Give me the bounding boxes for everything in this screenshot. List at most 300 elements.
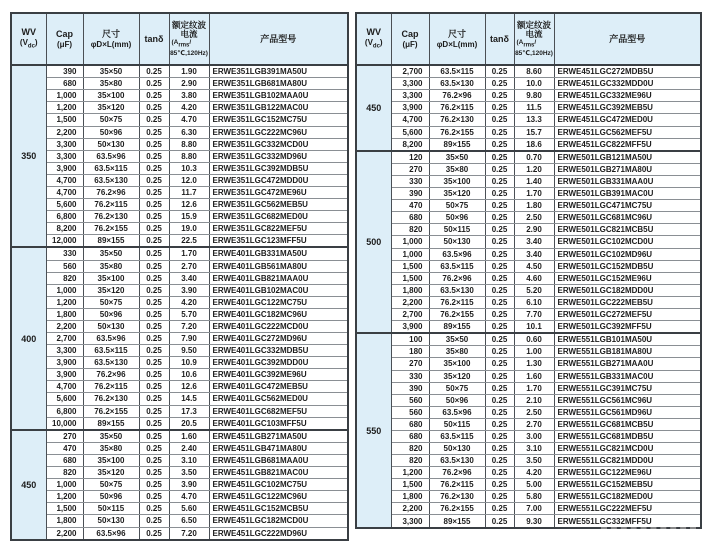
tan-cell: 0.25	[485, 418, 514, 430]
cap-cell: 3,300	[46, 345, 83, 357]
ripple-cell: 4.70	[169, 114, 209, 126]
ripple-cell: 3.50	[514, 455, 554, 467]
cap-cell: 1,500	[46, 114, 83, 126]
cap-cell: 1,000	[391, 236, 429, 248]
tan-cell: 0.25	[485, 188, 514, 200]
size-cell: 76.2×96	[429, 90, 485, 102]
ripple-cell: 10.6	[169, 369, 209, 381]
model-cell: ERWE401LGC562MED0U	[209, 393, 348, 405]
cap-cell: 470	[46, 442, 83, 454]
table-row	[356, 212, 701, 224]
table-row	[11, 308, 348, 320]
model-cell: ERWE451LGC332MDD0U	[554, 78, 701, 90]
model-cell: ERWE551LGC561MC96U	[554, 394, 701, 406]
table-row	[11, 138, 348, 150]
cap-cell: 2,700	[391, 308, 429, 320]
cap-cell: 2,200	[391, 296, 429, 308]
table-row	[11, 393, 348, 405]
table-row	[11, 467, 348, 479]
model-cell: ERWE401LGC182MC96U	[209, 308, 348, 320]
size-cell: 50×130	[83, 138, 139, 150]
size-cell: 35×80	[429, 163, 485, 175]
tan-cell: 0.25	[139, 150, 169, 162]
model-cell: ERWE501LGC102MD96U	[554, 248, 701, 260]
ripple-cell: 6.10	[514, 296, 554, 308]
ripple-cell: 3.10	[514, 442, 554, 454]
model-cell: ERWE351LGB681MA80U	[209, 78, 348, 90]
tan-cell: 0.25	[485, 358, 514, 370]
size-cell: 76.2×115	[429, 296, 485, 308]
cap-cell: 1,200	[391, 467, 429, 479]
size-cell: 63.5×96	[83, 527, 139, 540]
size-cell: 50×115	[429, 224, 485, 236]
cap-cell: 680	[391, 430, 429, 442]
tan-cell: 0.25	[139, 235, 169, 248]
model-cell: ERWE351LGB122MAC0U	[209, 102, 348, 114]
tan-cell: 0.25	[139, 223, 169, 235]
page-edge-artifact	[601, 527, 696, 529]
size-cell: 35×50	[83, 65, 139, 78]
size-cell: 89×155	[429, 138, 485, 151]
cap-cell: 5,600	[46, 198, 83, 210]
ripple-cell: 15.9	[169, 211, 209, 223]
cap-cell: 1,200	[46, 102, 83, 114]
col-header-cap: Cap (μF)	[391, 13, 429, 65]
cap-cell: 1,500	[391, 272, 429, 284]
size-cell: 35×50	[83, 430, 139, 443]
tan-cell: 0.25	[139, 260, 169, 272]
table-row	[356, 296, 701, 308]
ripple-cell: 1.60	[169, 430, 209, 443]
size-cell: 35×80	[83, 260, 139, 272]
size-cell: 76.2×155	[429, 308, 485, 320]
model-cell: ERWE401LGC682MEF5U	[209, 405, 348, 417]
tan-cell: 0.25	[139, 65, 169, 78]
tan-cell: 0.25	[485, 491, 514, 503]
size-cell: 76.2×115	[83, 381, 139, 393]
size-cell: 89×155	[83, 417, 139, 430]
size-cell: 50×96	[83, 126, 139, 138]
cap-cell: 390	[46, 65, 83, 78]
ripple-cell: 11.7	[169, 186, 209, 198]
cap-cell: 4,700	[46, 186, 83, 198]
model-cell: ERWE551LGC821MCD0U	[554, 442, 701, 454]
size-cell: 50×96	[83, 491, 139, 503]
tan-cell: 0.25	[485, 333, 514, 346]
tan-cell: 0.25	[139, 405, 169, 417]
ripple-cell: 5.60	[169, 503, 209, 515]
wv-group-cell: 500	[356, 151, 391, 333]
table-row	[356, 284, 701, 296]
ripple-cell: 18.6	[514, 138, 554, 151]
size-cell: 35×50	[429, 151, 485, 164]
cap-cell: 680	[391, 418, 429, 430]
header-row	[11, 13, 348, 65]
cap-cell: 2,200	[391, 503, 429, 515]
table-row	[11, 247, 348, 260]
model-cell: ERWE501LGB271MA80U	[554, 163, 701, 175]
table-row	[356, 138, 701, 151]
size-cell: 50×75	[83, 479, 139, 491]
table-row	[11, 515, 348, 527]
ripple-cell: 12.0	[169, 174, 209, 186]
ripple-cell: 22.5	[169, 235, 209, 248]
ripple-cell: 3.10	[169, 455, 209, 467]
model-cell: ERWE451LGB681MAA0U	[209, 455, 348, 467]
ripple-cell: 4.20	[514, 467, 554, 479]
tan-cell: 0.25	[139, 467, 169, 479]
ripple-cell: 8.80	[169, 150, 209, 162]
col-header-size: 尺寸 φD×L(mm)	[83, 13, 139, 65]
tan-cell: 0.25	[485, 200, 514, 212]
model-cell: ERWE351LGC392MDB5U	[209, 162, 348, 174]
ripple-cell: 12.6	[169, 381, 209, 393]
cap-cell: 8,200	[46, 223, 83, 235]
model-cell: ERWE351LGB102MAA0U	[209, 90, 348, 102]
table-row	[356, 102, 701, 114]
tan-cell: 0.25	[485, 394, 514, 406]
model-cell: ERWE451LGC272MDB5U	[554, 65, 701, 78]
table-row	[11, 320, 348, 332]
size-cell: 35×100	[83, 90, 139, 102]
model-cell: ERWE401LGC332MDB5U	[209, 345, 348, 357]
model-cell: ERWE501LGC182MDD0U	[554, 284, 701, 296]
ripple-cell: 3.50	[169, 467, 209, 479]
tan-cell: 0.25	[485, 163, 514, 175]
tan-cell: 0.25	[485, 248, 514, 260]
ripple-cell: 1.30	[514, 358, 554, 370]
ripple-cell: 6.50	[169, 515, 209, 527]
model-cell: ERWE551LGC561MD96U	[554, 406, 701, 418]
ripple-cell: 5.70	[169, 308, 209, 320]
cap-cell: 1,500	[391, 479, 429, 491]
size-cell: 63.5×96	[83, 150, 139, 162]
cap-cell: 5,600	[391, 126, 429, 138]
ripple-cell: 2.90	[169, 78, 209, 90]
table-row	[356, 442, 701, 454]
header-row	[356, 13, 701, 65]
size-cell: 63.5×130	[83, 357, 139, 369]
size-cell: 76.2×115	[83, 198, 139, 210]
table-row	[11, 357, 348, 369]
model-cell: ERWE351LGC222MC96U	[209, 126, 348, 138]
model-cell: ERWE351LGC152MC75U	[209, 114, 348, 126]
tan-cell: 0.25	[485, 65, 514, 78]
tan-cell: 0.25	[139, 198, 169, 210]
table-row	[356, 467, 701, 479]
size-cell: 35×120	[429, 370, 485, 382]
model-cell: ERWE551LGB271MAA0U	[554, 358, 701, 370]
model-cell: ERWE501LGC102MCD0U	[554, 236, 701, 248]
table-row	[11, 102, 348, 114]
size-cell: 35×100	[83, 272, 139, 284]
size-cell: 76.2×96	[429, 467, 485, 479]
table-row	[356, 260, 701, 272]
size-cell: 76.2×96	[83, 186, 139, 198]
table-row	[356, 491, 701, 503]
ripple-cell: 2.90	[514, 224, 554, 236]
model-cell: ERWE551LGB331MAC0U	[554, 370, 701, 382]
model-cell: ERWE451LGC472MED0U	[554, 114, 701, 126]
table-row	[356, 503, 701, 515]
tan-cell: 0.25	[485, 406, 514, 418]
cap-cell: 4,700	[391, 114, 429, 126]
cap-cell: 3,900	[46, 369, 83, 381]
table-row	[356, 308, 701, 320]
size-cell: 50×130	[429, 442, 485, 454]
size-cell: 76.2×96	[83, 369, 139, 381]
cap-cell: 2,200	[46, 126, 83, 138]
tan-cell: 0.25	[139, 345, 169, 357]
tan-cell: 0.25	[485, 284, 514, 296]
model-cell: ERWE451LGC182MCD0U	[209, 515, 348, 527]
model-cell: ERWE451LGC152MCB5U	[209, 503, 348, 515]
cap-cell: 820	[391, 455, 429, 467]
size-cell: 35×100	[83, 455, 139, 467]
model-cell: ERWE501LGC222MEB5U	[554, 296, 701, 308]
cap-cell: 120	[391, 151, 429, 164]
cap-cell: 270	[391, 163, 429, 175]
model-cell: ERWE401LGB331MA50U	[209, 247, 348, 260]
tan-cell: 0.25	[139, 284, 169, 296]
model-cell: ERWE551LGC182MED0U	[554, 491, 701, 503]
size-cell: 35×50	[83, 247, 139, 260]
tan-cell: 0.25	[139, 417, 169, 430]
ripple-cell: 1.60	[514, 370, 554, 382]
table-row	[356, 272, 701, 284]
tan-cell: 0.25	[485, 176, 514, 188]
col-header-tan: tanδ	[139, 13, 169, 65]
ripple-cell: 17.3	[169, 405, 209, 417]
tan-cell: 0.25	[485, 102, 514, 114]
cap-cell: 4,700	[46, 174, 83, 186]
tan-cell: 0.25	[485, 515, 514, 528]
size-cell: 76.2×115	[429, 102, 485, 114]
cap-cell: 1,800	[46, 515, 83, 527]
model-cell: ERWE351LGC123MFF5U	[209, 235, 348, 248]
cap-cell: 3,900	[46, 162, 83, 174]
size-cell: 63.5×130	[429, 455, 485, 467]
size-cell: 50×115	[83, 503, 139, 515]
table-row	[356, 151, 701, 164]
model-cell: ERWE501LGB391MAC0U	[554, 188, 701, 200]
model-cell: ERWE401LGC272MD96U	[209, 333, 348, 345]
ripple-cell: 2.40	[169, 442, 209, 454]
cap-cell: 1,500	[46, 503, 83, 515]
table-row	[11, 491, 348, 503]
table-row	[11, 272, 348, 284]
tan-cell: 0.25	[485, 236, 514, 248]
table-row	[11, 417, 348, 430]
ripple-cell: 7.90	[169, 333, 209, 345]
ripple-cell: 0.60	[514, 333, 554, 346]
model-cell: ERWE451LGC392MEB5U	[554, 102, 701, 114]
ripple-cell: 5.20	[514, 284, 554, 296]
wv-group-cell: 450	[356, 65, 391, 151]
cap-cell: 680	[46, 78, 83, 90]
ripple-cell: 6.30	[169, 126, 209, 138]
cap-cell: 2,700	[391, 65, 429, 78]
size-cell: 35×120	[83, 284, 139, 296]
model-cell: ERWE401LGC222MCD0U	[209, 320, 348, 332]
cap-cell: 2,200	[46, 527, 83, 540]
ripple-cell: 11.5	[514, 102, 554, 114]
size-cell: 63.5×115	[83, 345, 139, 357]
tan-cell: 0.25	[139, 272, 169, 284]
tan-cell: 0.25	[139, 503, 169, 515]
cap-cell: 270	[46, 430, 83, 443]
tan-cell: 0.25	[485, 382, 514, 394]
model-cell: ERWE451LGC332ME96U	[554, 90, 701, 102]
size-cell: 76.2×155	[83, 405, 139, 417]
ripple-cell: 1.70	[169, 247, 209, 260]
col-header-tan: tanδ	[485, 13, 514, 65]
table-row	[11, 186, 348, 198]
size-cell: 50×96	[429, 394, 485, 406]
size-cell: 35×120	[83, 102, 139, 114]
cap-cell: 820	[391, 224, 429, 236]
size-cell: 50×130	[83, 515, 139, 527]
table-row	[11, 198, 348, 210]
tan-cell: 0.25	[139, 186, 169, 198]
model-cell: ERWE501LGB121MA50U	[554, 151, 701, 164]
size-cell: 76.2×130	[429, 114, 485, 126]
cap-cell: 470	[391, 200, 429, 212]
tan-cell: 0.25	[485, 320, 514, 333]
ripple-cell: 2.50	[514, 406, 554, 418]
ripple-cell: 3.40	[514, 236, 554, 248]
model-cell: ERWE351LGC332MD96U	[209, 150, 348, 162]
model-cell: ERWE451LGB471MA80U	[209, 442, 348, 454]
tan-cell: 0.25	[139, 381, 169, 393]
tan-cell: 0.25	[485, 78, 514, 90]
cap-cell: 3,300	[391, 90, 429, 102]
col-header-size: 尺寸 φD×L(mm)	[429, 13, 485, 65]
cap-cell: 560	[391, 394, 429, 406]
cap-cell: 390	[391, 188, 429, 200]
ripple-cell: 4.70	[169, 491, 209, 503]
table-row	[356, 163, 701, 175]
table-row	[11, 114, 348, 126]
cap-cell: 3,900	[46, 357, 83, 369]
cap-cell: 1,000	[46, 284, 83, 296]
col-header-wv: WV $(V_{dc})$	[11, 13, 46, 65]
cap-cell: 3,300	[391, 515, 429, 528]
size-cell: 35×80	[83, 442, 139, 454]
model-cell: ERWE401LGC392MDD0U	[209, 357, 348, 369]
model-cell: ERWE401LGB102MAC0U	[209, 284, 348, 296]
model-cell: ERWE551LGC332MFF5U	[554, 515, 701, 528]
table-row	[11, 527, 348, 540]
tan-cell: 0.25	[139, 393, 169, 405]
cap-cell: 1,000	[391, 248, 429, 260]
tan-cell: 0.25	[485, 430, 514, 442]
table-row	[11, 162, 348, 174]
ripple-cell: 0.70	[514, 151, 554, 164]
table-row	[11, 65, 348, 78]
cap-cell: 1,200	[46, 491, 83, 503]
tan-cell: 0.25	[139, 442, 169, 454]
table-row	[356, 320, 701, 333]
tan-cell: 0.25	[139, 369, 169, 381]
col-header-ripple: 额定纹波 电流 ($A_{rms}/$ 85℃,120Hz)	[169, 13, 209, 65]
ripple-cell: 1.80	[514, 200, 554, 212]
model-cell: ERWE501LGC272MEF5U	[554, 308, 701, 320]
cap-cell: 180	[391, 346, 429, 358]
cap-cell: 1,800	[391, 284, 429, 296]
table-row	[11, 442, 348, 454]
cap-cell: 820	[391, 442, 429, 454]
size-cell: 50×75	[429, 382, 485, 394]
ripple-cell: 10.0	[514, 78, 554, 90]
size-cell: 63.5×130	[83, 174, 139, 186]
size-cell: 50×130	[83, 320, 139, 332]
tan-cell: 0.25	[139, 78, 169, 90]
cap-cell: 3,300	[46, 138, 83, 150]
tan-cell: 0.25	[139, 333, 169, 345]
ripple-cell: 3.90	[169, 479, 209, 491]
ripple-cell: 10.3	[169, 162, 209, 174]
table-row	[356, 236, 701, 248]
table-row	[356, 65, 701, 78]
model-cell: ERWE401LGC103MFF5U	[209, 417, 348, 430]
cap-cell: 560	[391, 406, 429, 418]
tan-cell: 0.25	[139, 126, 169, 138]
tan-cell: 0.25	[485, 467, 514, 479]
tan-cell: 0.25	[139, 430, 169, 443]
model-cell: ERWE551LGB101MA50U	[554, 333, 701, 346]
tan-cell: 0.25	[139, 247, 169, 260]
cap-cell: 820	[46, 272, 83, 284]
ripple-cell: 1.70	[514, 188, 554, 200]
table-row	[356, 370, 701, 382]
ripple-cell: 15.7	[514, 126, 554, 138]
table-row	[356, 176, 701, 188]
ripple-cell: 2.70	[514, 418, 554, 430]
tan-cell: 0.25	[139, 114, 169, 126]
cap-cell: 6,800	[46, 211, 83, 223]
tan-cell: 0.25	[139, 491, 169, 503]
table-row	[11, 369, 348, 381]
size-cell: 76.2×130	[83, 211, 139, 223]
model-cell: ERWE551LGC681MDB5U	[554, 430, 701, 442]
model-cell: ERWE351LGC472MDD0U	[209, 174, 348, 186]
ripple-cell: 4.60	[514, 272, 554, 284]
cap-cell: 680	[46, 455, 83, 467]
size-cell: 63.5×115	[429, 430, 485, 442]
cap-cell: 330	[46, 247, 83, 260]
table-row	[11, 90, 348, 102]
ripple-cell: 4.50	[514, 260, 554, 272]
table-row	[356, 406, 701, 418]
ripple-cell: 3.80	[169, 90, 209, 102]
spec-table-left	[10, 12, 349, 541]
tan-cell: 0.25	[485, 479, 514, 491]
model-cell: ERWE551LGC821MDD0U	[554, 455, 701, 467]
ripple-cell: 1.00	[514, 346, 554, 358]
size-cell: 76.2×130	[83, 393, 139, 405]
model-cell: ERWE501LGC152MDB5U	[554, 260, 701, 272]
size-cell: 35×50	[429, 333, 485, 346]
table-row	[11, 174, 348, 186]
wv-group-cell: 550	[356, 333, 391, 528]
size-cell: 50×96	[429, 212, 485, 224]
cap-cell: 3,300	[46, 150, 83, 162]
table-row	[356, 114, 701, 126]
tan-cell: 0.25	[139, 308, 169, 320]
table-row	[11, 260, 348, 272]
col-header-ripple: 额定纹波 电流 ($A_{rms}/$ 85℃,120Hz)	[514, 13, 554, 65]
